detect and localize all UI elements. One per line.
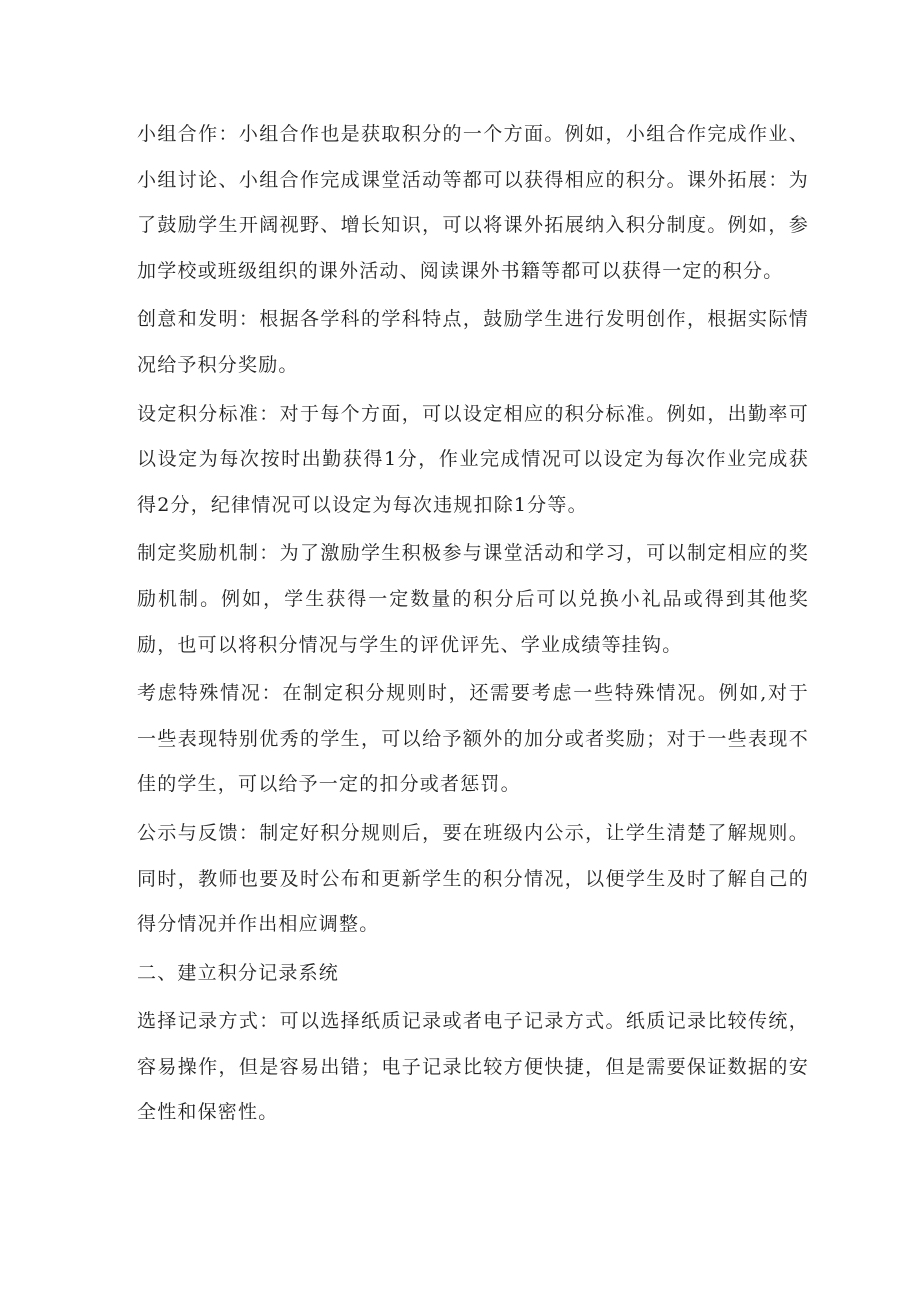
section-heading: 二、建立积分记录系统 — [137, 961, 340, 984]
paragraph-special-cases: 考虑特殊情况：在制定积分规则时，还需要考虑一些特殊情况。例如,对于一些表现特别优秀的学生，可以给予额外的加分或者奖励；对于一些表现不佳的学生，可以给予一定的扣分或者惩罚。 — [137, 682, 809, 796]
paragraph-publicity-feedback: 公示与反馈：制定好积分规则后，要在班级内公示，让学生清楚了解规则。同时，教师也要及时公布和更新学生的积分情况，以便学生及时了解自己的得分情况并作出相应调整。 — [137, 821, 809, 936]
paragraph-group-cooperation: 小组合作：小组合作也是获取积分的一个方面。例如，小组合作完成作业、小组讨论、小组合作完成课堂活动等都可以获得相应的积分。课外拓展：为了鼓励学生开阔视野、增长知识，可以将课外拓展纳入积分制度。例如，参加学校或班级组织的课外活动、阅读课外书籍等都可以获得一定的积分。 — [137, 123, 809, 282]
paragraph-creativity: 创意和发明：根据各学科的学科特点，鼓励学生进行发明创作，根据实际情况给予积分奖励。 — [137, 308, 809, 376]
paragraph-reward-mechanism: 制定奖励机制：为了激励学生积极参与课堂活动和学习，可以制定相应的奖励机制。例如，学生获得一定数量的积分后可以兑换小礼品或得到其他奖励，也可以将积分情况与学生的评优评先、学业成绩等挂钩。 — [137, 542, 809, 656]
paragraph-scoring-standard: 设定积分标准：对于每个方面，可以设定相应的积分标准。例如，出勤率可以设定为每次按时出勤获得1分，作业完成情况可以设定为每次作业完成获得2分，纪律情况可以设定为每次违规扣除1分等。 — [137, 402, 809, 516]
document-body — [137, 112, 809, 1139]
paragraph-recording-method: 选择记录方式：可以选择纸质记录或者电子记录方式。纸质记录比较传统，容易操作，但是容易出错；电子记录比较方便快捷，但是需要保证数据的安全性和保密性。 — [137, 1010, 809, 1124]
